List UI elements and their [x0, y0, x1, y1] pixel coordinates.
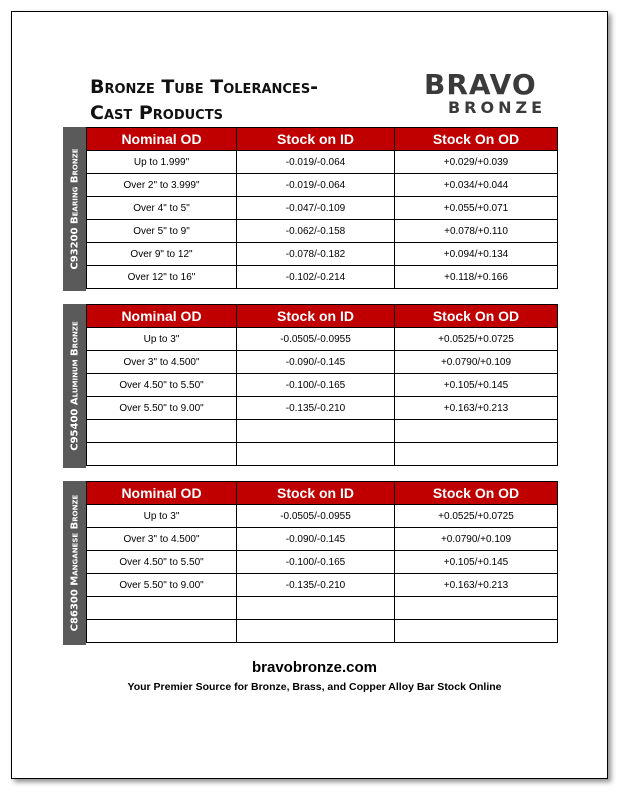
stock-on-id-cell: -0.047/-0.109: [237, 197, 395, 220]
column-header-nominal-od: Nominal OD: [87, 305, 237, 328]
alloy-label: C93200 Bearing Bronze: [69, 148, 80, 270]
table-row: [87, 151, 558, 174]
table-row: [87, 328, 558, 351]
stock-on-od-cell: +0.055/+0.071: [395, 197, 558, 220]
column-header-stock-on-od: Stock On OD: [395, 482, 558, 505]
table-row: [87, 374, 558, 397]
column-header-stock-on-id: Stock on ID: [237, 305, 395, 328]
stock-on-id-cell: -0.135/-0.210: [237, 397, 395, 420]
table-row: [87, 420, 558, 443]
page-title-line-2: Cast Products: [90, 102, 223, 124]
alloy-label: C95400 Aluminum Bronze: [69, 321, 80, 451]
stock-on-od-cell: +0.034/+0.044: [395, 174, 558, 197]
stock-on-id-cell: -0.090/-0.145: [237, 351, 395, 374]
tolerance-section-c93200: [63, 127, 557, 291]
column-header-stock-on-id: Stock on ID: [237, 128, 395, 151]
stock-on-id-cell: [237, 597, 395, 620]
tolerance-section-c95400: [63, 304, 557, 468]
logo-bottom-text: BRONZE: [447, 98, 546, 117]
table-header-row: [87, 128, 558, 151]
table-row: [87, 505, 558, 528]
stock-on-od-cell: +0.029/+0.039: [395, 151, 558, 174]
nominal-od-cell: Over 2" to 3.999": [87, 174, 237, 197]
nominal-od-cell: [87, 597, 237, 620]
tolerance-table: [86, 304, 558, 466]
table-row: [87, 174, 558, 197]
column-header-stock-on-od: Stock On OD: [395, 128, 558, 151]
stock-on-id-cell: -0.102/-0.214: [237, 266, 395, 289]
nominal-od-cell: Over 9" to 12": [87, 243, 237, 266]
stock-on-od-cell: +0.0790/+0.109: [395, 351, 558, 374]
alloy-label: C86300 Manganese Bronze: [69, 494, 80, 632]
bravo-bronze-logo: [424, 70, 546, 118]
nominal-od-cell: Over 3" to 4.500": [87, 528, 237, 551]
column-header-stock-on-id: Stock on ID: [237, 482, 395, 505]
stock-on-od-cell: +0.0790/+0.109: [395, 528, 558, 551]
table-row: [87, 243, 558, 266]
tolerance-section-c86300: [63, 481, 557, 645]
stock-on-id-cell: -0.0505/-0.0955: [237, 328, 395, 351]
table-header-row: [87, 482, 558, 505]
table-row: [87, 574, 558, 597]
page-title: [90, 74, 390, 126]
table-row: [87, 620, 558, 643]
nominal-od-cell: Over 4.50" to 5.50": [87, 551, 237, 574]
footer-tagline: Your Premier Source for Bronze, Brass, and Copper Alloy Bar Stock Online: [127, 681, 502, 693]
stock-on-od-cell: [395, 420, 558, 443]
alloy-side-tab: [63, 127, 86, 291]
stock-on-id-cell: [237, 620, 395, 643]
alloy-side-tab: [63, 304, 86, 468]
column-header-nominal-od: Nominal OD: [87, 482, 237, 505]
stock-on-od-cell: +0.0525/+0.0725: [395, 505, 558, 528]
table-row: [87, 220, 558, 243]
stock-on-id-cell: -0.019/-0.064: [237, 151, 395, 174]
stock-on-od-cell: [395, 597, 558, 620]
table-row: [87, 197, 558, 220]
nominal-od-cell: [87, 620, 237, 643]
stock-on-id-cell: -0.0505/-0.0955: [237, 505, 395, 528]
logo-top-text: BRAVO: [424, 68, 537, 101]
stock-on-od-cell: +0.105/+0.145: [395, 374, 558, 397]
nominal-od-cell: [87, 420, 237, 443]
column-header-nominal-od: Nominal OD: [87, 128, 237, 151]
table-row: [87, 528, 558, 551]
stock-on-id-cell: -0.019/-0.064: [237, 174, 395, 197]
stock-on-id-cell: -0.100/-0.165: [237, 374, 395, 397]
stock-on-od-cell: +0.105/+0.145: [395, 551, 558, 574]
nominal-od-cell: [87, 443, 237, 466]
column-header-stock-on-od: Stock On OD: [395, 305, 558, 328]
table-row: [87, 351, 558, 374]
stock-on-od-cell: +0.0525/+0.0725: [395, 328, 558, 351]
stock-on-id-cell: [237, 420, 395, 443]
stock-on-od-cell: +0.118/+0.166: [395, 266, 558, 289]
stock-on-id-cell: -0.135/-0.210: [237, 574, 395, 597]
table-row: [87, 266, 558, 289]
stock-on-id-cell: -0.090/-0.145: [237, 528, 395, 551]
nominal-od-cell: Over 5" to 9": [87, 220, 237, 243]
stock-on-od-cell: +0.078/+0.110: [395, 220, 558, 243]
table-row: [87, 551, 558, 574]
alloy-side-tab: [63, 481, 86, 645]
nominal-od-cell: Up to 3": [87, 505, 237, 528]
nominal-od-cell: Over 5.50" to 9.00": [87, 574, 237, 597]
stock-on-id-cell: -0.078/-0.182: [237, 243, 395, 266]
tolerance-table: [86, 481, 558, 643]
tolerance-table: [86, 127, 558, 289]
stock-on-id-cell: -0.062/-0.158: [237, 220, 395, 243]
table-header-row: [87, 305, 558, 328]
nominal-od-cell: Up to 1.999": [87, 151, 237, 174]
stock-on-od-cell: [395, 443, 558, 466]
nominal-od-cell: Over 12" to 16": [87, 266, 237, 289]
nominal-od-cell: Over 4.50" to 5.50": [87, 374, 237, 397]
stock-on-od-cell: [395, 620, 558, 643]
table-row: [87, 397, 558, 420]
table-row: [87, 597, 558, 620]
nominal-od-cell: Over 5.50" to 9.00": [87, 397, 237, 420]
nominal-od-cell: Over 4" to 5": [87, 197, 237, 220]
stock-on-od-cell: +0.163/+0.213: [395, 397, 558, 420]
nominal-od-cell: Over 3" to 4.500": [87, 351, 237, 374]
stock-on-id-cell: [237, 443, 395, 466]
table-row: [87, 443, 558, 466]
stock-on-od-cell: +0.163/+0.213: [395, 574, 558, 597]
footer-website-link[interactable]: bravobronze.com: [251, 659, 378, 676]
stock-on-od-cell: +0.094/+0.134: [395, 243, 558, 266]
nominal-od-cell: Up to 3": [87, 328, 237, 351]
stock-on-id-cell: -0.100/-0.165: [237, 551, 395, 574]
page-title-line-1: Bronze Tube Tolerances-: [90, 76, 319, 98]
